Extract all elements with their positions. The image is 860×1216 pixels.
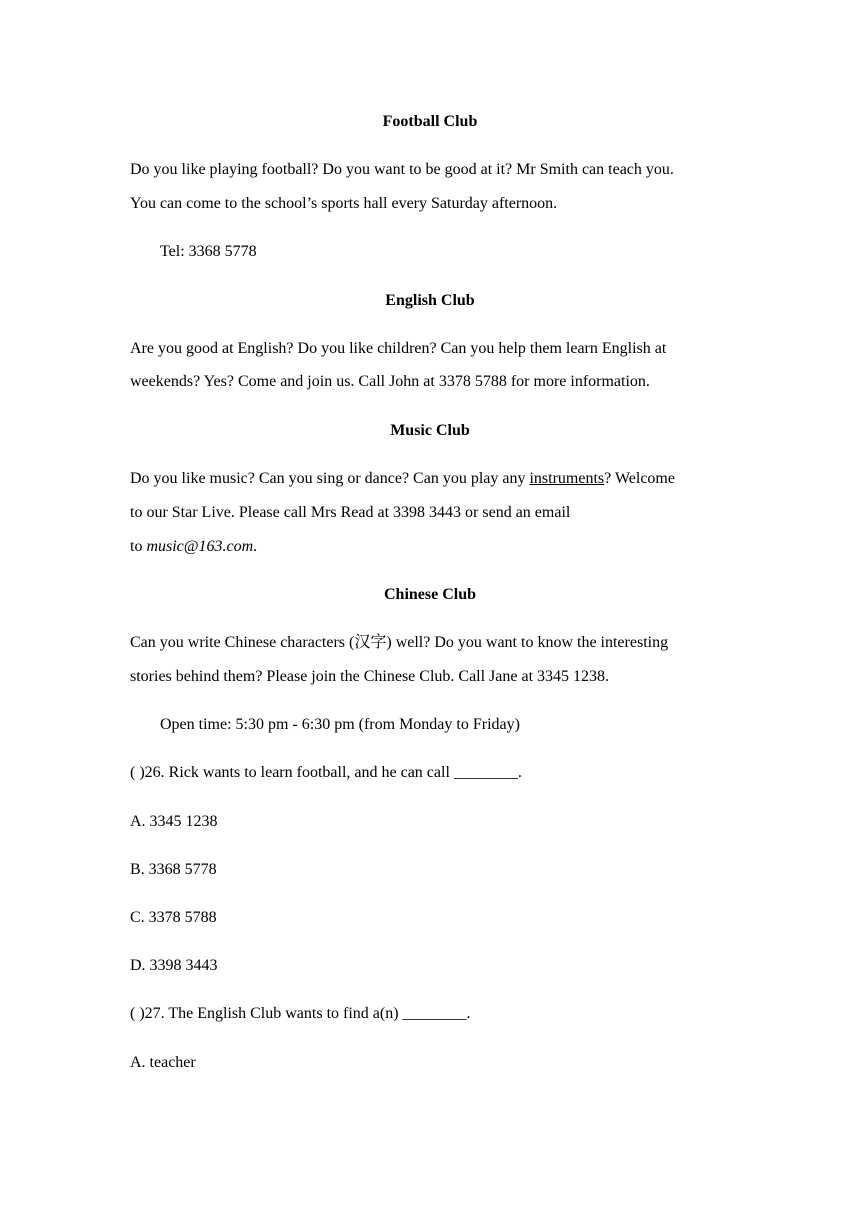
chinese-text-line-1: Can you write Chinese characters (汉字) well? Do you want to know the interesting <box>130 634 669 651</box>
question-27-stem: ( )27. The English Club wants to find a(n) ________. <box>130 1005 471 1022</box>
english-text-line-2: weekends? Yes? Come and join us. Call John at 3378 5788 for more information. <box>130 373 650 390</box>
question-26-option-a: A. 3345 1238 <box>130 813 218 830</box>
question-26-stem: ( )26. Rick wants to learn football, and he can call ________. <box>130 764 522 781</box>
music-text-line-1 <box>130 469 675 489</box>
music-line1-pre: Do you like music? Can you sing or dance? Can you play any <box>130 470 530 487</box>
football-text-line-2: You can come to the school’s sports hall every Saturday afternoon. <box>130 195 558 212</box>
english-club-title: English Club <box>385 292 475 309</box>
football-text-line-1: Do you like playing football? Do you want to be good at it? Mr Smith can teach you. <box>130 161 674 178</box>
chinese-text-line-2: stories behind them? Please join the Chinese Club. Call Jane at 3345 1238. <box>130 668 610 685</box>
chinese-open-time: Open time: 5:30 pm - 6:30 pm (from Monday to Friday) <box>160 716 520 733</box>
music-club-title: Music Club <box>390 422 470 439</box>
question-26-option-b: B. 3368 5778 <box>130 861 217 878</box>
chinese-club-title: Chinese Club <box>383 586 477 603</box>
english-text-line-1: Are you good at English? Do you like children? Can you help them learn English at <box>130 340 667 357</box>
question-26-option-c: C. 3378 5788 <box>130 909 217 926</box>
music-line3-pre: to <box>130 538 147 555</box>
music-email: music@163.com <box>146 538 254 555</box>
football-tel: Tel: 3368 5778 <box>160 243 257 260</box>
question-26-option-d: D. 3398 3443 <box>130 957 218 974</box>
music-text-line-3 <box>130 537 257 557</box>
question-27-option-a: A. teacher <box>130 1054 196 1071</box>
instruments-underlined-word: instruments <box>529 470 605 487</box>
music-line3-post: . <box>253 538 258 555</box>
football-club-title: Football Club <box>382 113 478 130</box>
music-text-line-2: to our Star Live. Please call Mrs Read at 3398 3443 or send an email <box>130 504 571 521</box>
music-line1-post: ? Welcome <box>604 470 675 487</box>
